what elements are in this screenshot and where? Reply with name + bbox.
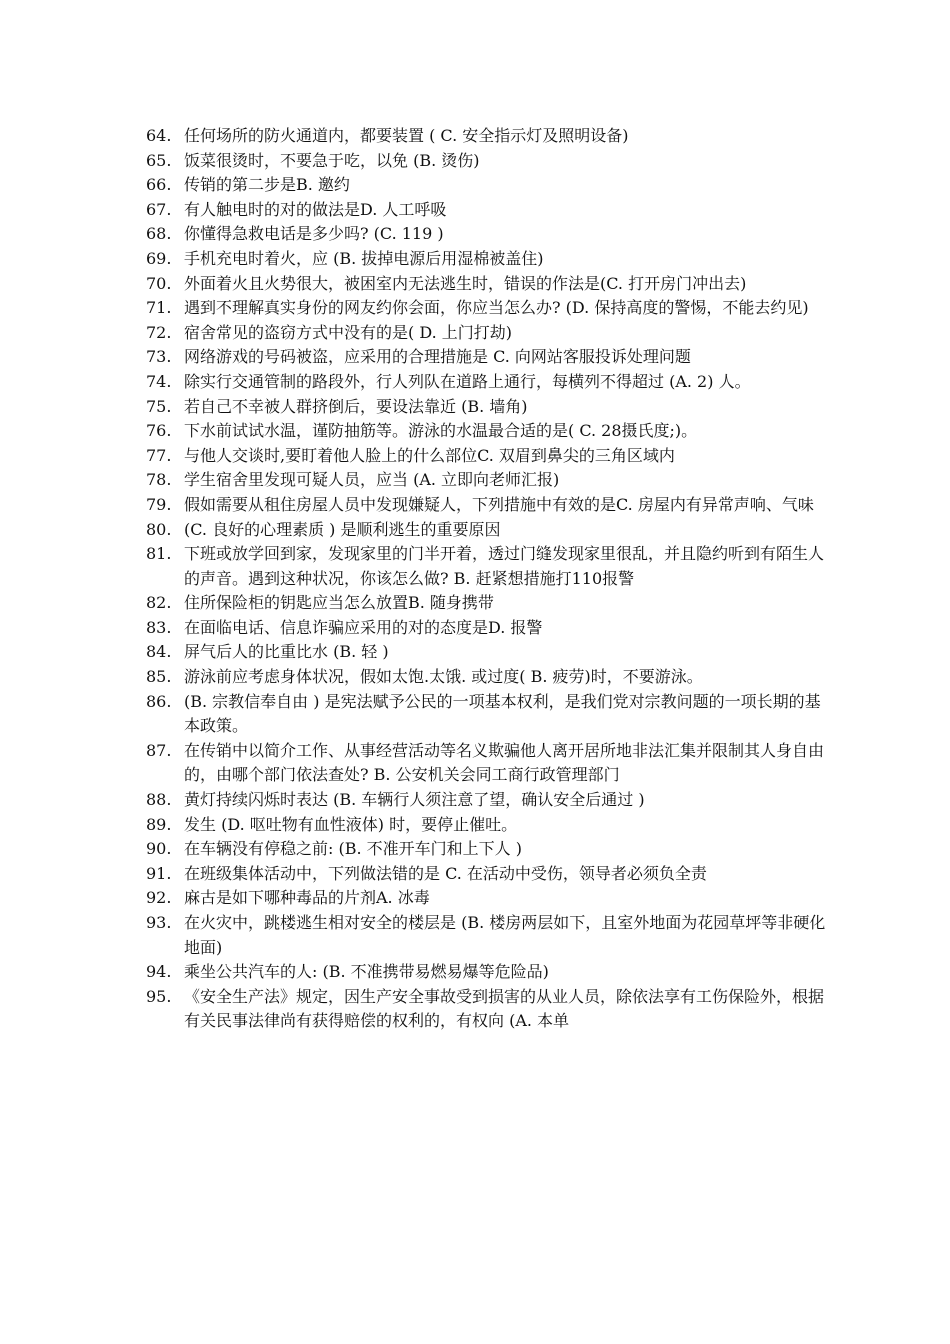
item-text: 《安全生产法》规定，因生产安全事故受到损害的从业人员，除依法享有工伤保险外，根据有关民事法律尚有获得赔偿的权利的，有权向 (A. 本单 (184, 986, 825, 1031)
list-item (146, 468, 826, 493)
item-number: 87. (146, 740, 172, 760)
item-number: 88. (146, 790, 172, 810)
list-item (146, 345, 826, 370)
list-item (146, 370, 826, 395)
item-number: 66. (146, 175, 172, 195)
list-item (146, 640, 826, 665)
item-number: 95. (146, 986, 172, 1006)
item-number: 82. (146, 593, 172, 613)
item-text: 若自己不幸被人群挤倒后，要设法靠近 (B. 墙角) (184, 396, 528, 416)
item-text: 乘坐公共汽车的人: (B. 不准携带易燃易爆等危险品) (184, 962, 549, 982)
item-text: 在面临电话、信息诈骗应采用的对的态度是D. 报警 (184, 617, 543, 637)
item-text: 麻古是如下哪种毒品的片剂A. 冰毒 (184, 888, 430, 908)
item-number: 65. (146, 150, 172, 170)
item-text: 下水前试试水温，谨防抽筋等。游泳的水温最合适的是( C. 28摄氏度;)。 (184, 421, 698, 441)
item-text: 在传销中以简介工作、从事经营活动等名义欺骗他人离开居所地非法汇集并限制其人身自由的，由哪个部门依法查处? B. 公安机关会同工商行政管理部门 (184, 740, 825, 785)
list-item (146, 886, 826, 911)
item-number: 92. (146, 888, 172, 908)
list-item (146, 124, 826, 149)
item-text: 下班或放学回到家，发现家里的门半开着，透过门缝发现家里很乱，并且隐约听到有陌生人的声音。遇到这种状况，你该怎么做? B. 赶紧想措施打110报警 (184, 544, 825, 588)
item-number: 85. (146, 667, 172, 687)
item-text: 黄灯持续闪烁时表达 (B. 车辆行人须注意了望，确认安全后通过 ) (184, 790, 645, 810)
item-number: 75. (146, 396, 172, 416)
item-text: 遇到不理解真实身份的网友约你会面，你应当怎么办? (D. 保持高度的警惕，不能去约见) (184, 298, 809, 318)
list-item (146, 247, 826, 272)
item-text: 手机充电时着火，应 (B. 拔掉电源后用湿棉被盖住) (184, 248, 544, 268)
item-number: 68. (146, 224, 172, 244)
list-item (146, 198, 826, 223)
item-number: 83. (146, 617, 172, 637)
item-text: 你懂得急救电话是多少吗? (C. 119 ) (184, 224, 444, 244)
list-item (146, 444, 826, 469)
list-item (146, 419, 826, 444)
list-item (146, 591, 826, 616)
item-text: 网络游戏的号码被盗，应采用的合理措施是 C. 向网站客服投诉处理问题 (184, 347, 691, 367)
item-text: (C. 良好的心理素质 ) 是顺利逃生的重要原因 (184, 519, 501, 539)
list-item (146, 296, 826, 321)
item-text: 与他人交谈时,要盯着他人脸上的什么部位C. 双眉到鼻尖的三角区域内 (184, 445, 675, 465)
list-item (146, 272, 826, 297)
item-text: 游泳前应考虑身体状况，假如太饱.太饿. 或过度( B. 疲劳)时，不要游泳。 (184, 667, 703, 687)
item-number: 70. (146, 273, 172, 293)
item-text: 假如需要从租住房屋人员中发现嫌疑人，下列措施中有效的是C. 房屋内有异常声响、气味 (184, 494, 814, 514)
item-number: 90. (146, 839, 172, 859)
item-number: 73. (146, 347, 172, 367)
list-item (146, 862, 826, 887)
item-number: 93. (146, 913, 172, 932)
list-item (146, 395, 826, 420)
list-item (146, 837, 826, 862)
item-text: 学生宿舍里发现可疑人员，应当 (A. 立即向老师汇报) (184, 470, 560, 490)
item-number: 69. (146, 248, 172, 268)
item-text: 除实行交通管制的路段外，行人列队在道路上通行，每横列不得超过 (A. 2) 人。 (184, 371, 751, 391)
list-item (146, 985, 826, 1034)
item-number: 77. (146, 445, 172, 465)
item-number: 89. (146, 814, 172, 834)
list-item (146, 321, 826, 346)
list-item (146, 911, 826, 960)
list-item (146, 813, 826, 838)
item-number: 84. (146, 642, 172, 662)
item-number: 80. (146, 519, 172, 539)
item-number: 76. (146, 421, 172, 441)
item-text: 传销的第二步是B. 邀约 (184, 175, 350, 195)
item-text: (B. 宗教信奉自由 ) 是宪法赋予公民的一项基本权利，是我们党对宗教问题的一项长期的基本政策。 (184, 691, 821, 736)
item-number: 81. (146, 544, 172, 564)
item-text: 外面着火且火势很大，被困室内无法逃生时，错误的作法是(C. 打开房门冲出去) (184, 273, 747, 293)
list-item (146, 665, 826, 690)
item-text: 在火灾中，跳楼逃生相对安全的楼层是 (B. 楼房两层如下，且室外地面为花园草坪等非硬化地面) (184, 913, 826, 957)
item-text: 饭菜很烫时，不要急于吃，以免 (B. 烫伤) (184, 150, 480, 170)
item-text: 任何场所的防火通道内，都要装置 ( C. 安全指示灯及照明设备) (184, 126, 629, 145)
item-number: 71. (146, 298, 172, 318)
item-number: 64. (146, 126, 172, 145)
list-item (146, 518, 826, 543)
item-number: 67. (146, 199, 172, 219)
list-item (146, 173, 826, 198)
list-item (146, 788, 826, 813)
list-item (146, 616, 826, 641)
item-text: 在车辆没有停稳之前: (B. 不准开车门和上下人 ) (184, 839, 522, 859)
item-number: 79. (146, 494, 172, 514)
item-text: 住所保险柜的钥匙应当怎么放置B. 随身携带 (184, 593, 494, 613)
list-item (146, 542, 826, 591)
item-number: 94. (146, 962, 172, 982)
item-number: 91. (146, 863, 172, 883)
list-item (146, 222, 826, 247)
item-text: 发生 (D. 呕吐物有血性液体) 时，要停止催吐。 (184, 814, 518, 834)
question-list (146, 124, 826, 1034)
list-item (146, 739, 826, 788)
item-text: 在班级集体活动中，下列做法错的是 C. 在活动中受伤，领导者必须负全责 (184, 863, 707, 883)
list-item (146, 149, 826, 174)
item-number: 86. (146, 691, 172, 711)
list-item (146, 493, 826, 518)
item-text: 屏气后人的比重比水 (B. 轻 ) (184, 642, 389, 662)
list-item (146, 690, 826, 739)
item-number: 74. (146, 371, 172, 391)
item-text: 宿舍常见的盗窃方式中没有的是( D. 上门打劫) (184, 322, 513, 342)
list-item (146, 960, 826, 985)
item-number: 78. (146, 470, 172, 490)
item-text: 有人触电时的对的做法是D. 人工呼吸 (184, 199, 447, 219)
item-number: 72. (146, 322, 172, 342)
